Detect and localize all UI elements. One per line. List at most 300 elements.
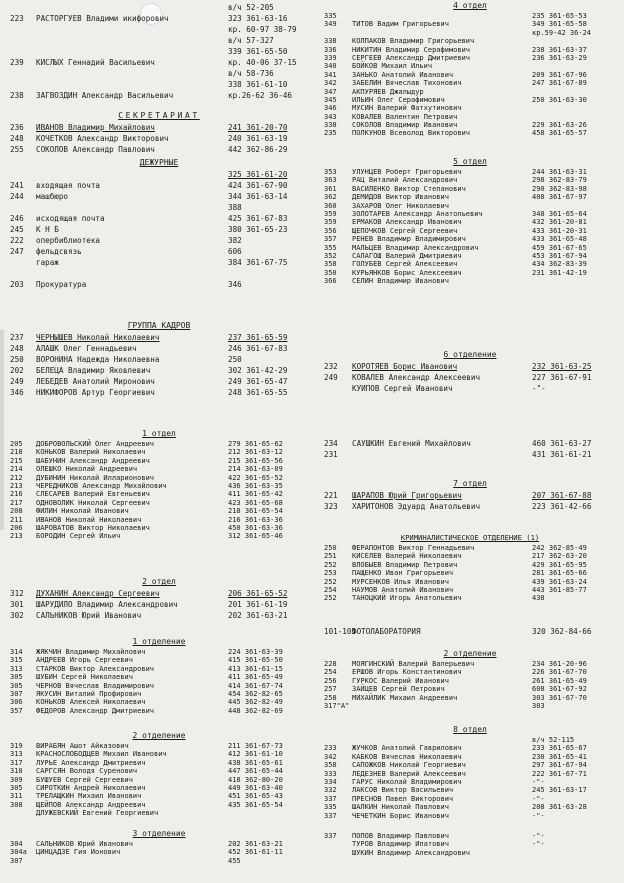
room-number: 213: [10, 481, 23, 490]
person-name: ИВАНОВ Николай Николаевич: [36, 515, 142, 524]
directory-row: [6, 673, 312, 681]
person-name: ТАНОЦКИЙ Игорь Анатольевич: [352, 594, 462, 603]
directory-row: [320, 12, 620, 20]
directory-row: [6, 24, 312, 35]
person-name: ЧЕРНОВ Вячеслав Владимирович: [36, 681, 155, 690]
section-heading: [6, 110, 312, 122]
directory-row: [320, 803, 620, 811]
person-name: РЕНЕВ Владимир Владимирович: [352, 235, 466, 244]
directory-row: [6, 690, 312, 698]
room-number: 235: [324, 129, 337, 138]
room-number: 257: [324, 685, 337, 694]
person-name: СЕРГЕЕВ Александр Дмитриевич: [352, 53, 471, 62]
phone-number: 338 361-61-10: [228, 80, 288, 89]
room-number: 337: [324, 794, 337, 803]
directory-row: [6, 474, 312, 482]
room-number: 311: [10, 792, 23, 801]
room-number: 252: [324, 594, 337, 603]
person-name: САПОЖКОВ Николай Георгиевич: [352, 761, 466, 770]
room-number: 353: [324, 168, 337, 176]
room-number: 214: [10, 465, 23, 474]
person-name: АНДРЕЕВ Игорь Сергеевич: [36, 656, 133, 665]
section-heading-text: СЕКРЕТАРИАТ: [118, 111, 200, 120]
section-dept5: [320, 156, 620, 285]
phone-number: 279 361-65-62: [228, 440, 283, 448]
room-number: 215: [10, 456, 23, 465]
room-number: 357: [324, 235, 337, 244]
room-number: 251: [324, 552, 337, 561]
phone-number: 454 362-82-65: [228, 689, 283, 698]
room-number: 362: [324, 193, 337, 202]
room-number: 236: [10, 123, 24, 132]
section-heading: [320, 648, 620, 660]
section-heading: [6, 157, 312, 169]
directory-row: [320, 552, 620, 560]
section-heading-text: 4 отдел: [453, 1, 487, 10]
person-name: НИКИТИН Владимир Серафимович: [352, 45, 471, 54]
room-number: 339: [324, 53, 337, 62]
person-name: ГОЛУБЕВ Сергей Алексеевич: [352, 260, 458, 269]
person-name: гараж: [36, 258, 59, 267]
directory-row: [320, 694, 620, 702]
phone-number: 432 361-20-81: [532, 218, 587, 227]
phone-number: 229 361-63-26: [532, 121, 587, 130]
person-name: СИРОТКИН Андрей Николаевич: [36, 783, 146, 792]
person-name: СТАРКОВ Виктор Александрович: [36, 664, 155, 673]
person-name: СОКОЛОВ Владимир Иванович: [352, 121, 458, 130]
phone-number: 423 361-65-68: [228, 498, 283, 507]
phone-number: 235 361-65-53: [532, 12, 587, 20]
room-number: 366: [324, 277, 337, 286]
phone-number: 382: [228, 236, 242, 245]
room-number: 359: [324, 209, 337, 218]
directory-row: [320, 176, 620, 184]
person-name: ДЕМИДОВ Виктор Иванович: [352, 193, 449, 202]
person-name: СЕЛИН Владимир Иванович: [352, 277, 449, 286]
section-heading-text: 8 отдел: [453, 725, 487, 734]
directory-row: [6, 332, 312, 343]
directory-row: [320, 702, 620, 710]
room-number: 246: [10, 214, 24, 223]
person-name: ШАРУДИЛО Владимир Александрович: [36, 600, 178, 609]
person-name: исходящая почта: [36, 214, 105, 223]
person-name: ЛЕБЕДЕВ Анатолий Миронович: [36, 377, 155, 386]
phone-number: 418 362-80-20: [228, 775, 283, 784]
phone-number: 209 361-67-96: [532, 70, 587, 79]
directory-row: [6, 57, 312, 68]
section-heading-text: ГРУППА КАДРОВ: [127, 321, 191, 330]
phone-number: 227 361-67-91: [532, 373, 592, 382]
room-number: 355: [324, 243, 337, 252]
room-number: 233: [324, 744, 337, 753]
person-name: ФЕДОРОВ Александр Дмитриевич: [36, 706, 155, 715]
phone-number: в/ч 52-115: [532, 736, 575, 744]
directory-row: [6, 191, 312, 202]
phone-number: 206 361-65-52: [228, 589, 288, 598]
directory-row: [320, 778, 620, 786]
room-number: 349: [324, 20, 337, 29]
phone-number: 201 361-61-19: [228, 600, 288, 609]
room-number: 211: [10, 515, 23, 524]
phone-number: 452 361-61-11: [228, 848, 283, 857]
directory-row: [6, 759, 312, 767]
person-name: САЛЬНИКОВ Юрий Иванович: [36, 840, 133, 848]
person-name: ЕРШОВ Игорь Константинович: [352, 668, 462, 677]
section-photolab: [320, 626, 620, 637]
directory-row: [320, 438, 620, 449]
section-heading: [320, 478, 620, 490]
room-number: 304: [10, 840, 23, 848]
phone-number: 214 361-63-09: [228, 465, 283, 474]
directory-row: [6, 776, 312, 784]
directory-row: [320, 361, 620, 372]
person-name: МИХАЙЛИК Михаил Андреевич: [352, 693, 458, 702]
phone-number: в/ч 57-327: [228, 36, 274, 45]
phone-number: 325 361-61-20: [228, 170, 288, 179]
person-name: ДОБРОВОЛЬСКИЙ Олег Андреевич: [36, 440, 155, 448]
phone-number: 424 361-67-90: [228, 181, 288, 190]
room-number: 309: [10, 775, 23, 784]
phone-number: 217 362-63-20: [532, 552, 587, 561]
person-name: ЩЕЙПОВ Александр Андреевич: [36, 800, 146, 809]
room-number: 358: [324, 761, 337, 770]
phone-number: 281 361-65-66: [532, 569, 587, 578]
directory-row: [6, 482, 312, 490]
person-name: ТИТОВ Вадим Григорьевич: [352, 20, 449, 29]
directory-row: [320, 129, 620, 137]
person-name: опербиблиотека: [36, 236, 101, 245]
room-number: 308: [10, 800, 23, 809]
section-heading-text: 7 отдел: [453, 479, 487, 488]
phone-number: 422 361-65-52: [228, 473, 283, 482]
person-name: ЩЕПОЧКОВ Сергей Сергеевич: [352, 226, 458, 235]
person-name: САУШКИН Евгений Михайлович: [352, 439, 471, 448]
room-number: 258: [324, 693, 337, 702]
phone-number: 223 361-42-66: [532, 502, 592, 511]
person-name: ШУБИН Сергей Николаевич: [36, 673, 133, 682]
section-dept2sec3: [6, 828, 312, 865]
person-name: ЯКУСИН Виталий Профирович: [36, 689, 142, 698]
directory-row: [320, 840, 620, 848]
room-number: 361: [324, 184, 337, 193]
directory-row: [320, 685, 620, 693]
phone-number: 249 361-65-47: [228, 377, 288, 386]
phone-number: 237 361-65-59: [228, 333, 288, 342]
phone-number: -"-: [532, 840, 545, 849]
directory-row: [6, 610, 312, 621]
directory-row: [6, 707, 312, 715]
person-name: САЛАГОШ Валерий Дмитриевич: [352, 251, 462, 260]
directory-row: [6, 79, 312, 90]
person-name: КОНЬКОВ Валерий Николаевич: [36, 448, 146, 457]
phone-number: 297 361-67-94: [532, 761, 587, 770]
person-name: АЛАШК Олег Геннадьевич: [36, 344, 137, 353]
phone-number: в/ч 58-736: [228, 69, 274, 78]
person-name: КИСЕЛЕВ Валерий Николаевич: [352, 552, 462, 561]
phone-number: -"-: [532, 794, 545, 803]
phone-number: 445 362-82-49: [228, 698, 283, 707]
person-name: ТРЕЛАЩКИН Михаил Иванович: [36, 792, 142, 801]
room-number: 305: [10, 673, 23, 682]
phone-number: 303 361-67-70: [532, 693, 587, 702]
directory-row: [6, 857, 312, 865]
directory-row: [6, 202, 312, 213]
person-name: РАЦ Виталий Александрович: [352, 176, 458, 185]
directory-row: [320, 832, 620, 840]
person-name: ВИРАБЯН Ашот Айказович: [36, 742, 129, 750]
person-name: АКПУРЯЕВ Джалыдур: [352, 87, 424, 96]
directory-row: [320, 372, 620, 383]
room-number: 350: [324, 268, 337, 277]
person-name: САЛЬНИКОВ Юрий Иванович: [36, 611, 142, 620]
section-criminal2: [320, 648, 620, 710]
phone-number: 320 362-84-66: [532, 627, 592, 636]
room-number: 213: [10, 532, 23, 541]
room-number: 231: [324, 450, 338, 459]
room-number: 245: [10, 225, 24, 234]
phone-number: 411 361-65-42: [228, 490, 283, 499]
phone-number: 380 361-65-23: [228, 225, 288, 234]
phone-number: 459 361-67-65: [532, 243, 587, 252]
section-dept2sec2: [6, 730, 312, 818]
room-number: 304а: [10, 848, 27, 857]
room-number: 232: [324, 362, 338, 371]
room-number: 254: [324, 585, 337, 594]
section-heading-text: 5 отдел: [453, 157, 487, 166]
phone-number: 202 361-63-21: [228, 611, 288, 620]
room-number: 254: [324, 668, 337, 677]
room-number: 360: [324, 201, 337, 210]
phone-number: 606: [228, 247, 242, 256]
room-number: 244: [10, 192, 24, 201]
directory-row: [320, 218, 620, 226]
room-number: 332: [324, 786, 337, 795]
phone-number: 231 361-42-19: [532, 268, 587, 277]
directory-row: [6, 90, 312, 101]
person-name: ГУРКОС Валерий Иванович: [352, 676, 449, 685]
person-name: СОКОЛОВ Александр Павлович: [36, 145, 155, 154]
directory-row: [6, 588, 312, 599]
directory-row: [320, 677, 620, 685]
phone-number: 438: [532, 594, 545, 603]
directory-row: [6, 682, 312, 690]
room-number: 352: [324, 251, 337, 260]
room-number: 307: [10, 856, 23, 865]
room-number: 248: [10, 134, 24, 143]
room-number: 250: [324, 544, 337, 552]
person-name: ШАБУНИН Александр Андреевич: [36, 456, 150, 465]
person-name: машбюро: [36, 192, 69, 201]
directory-row: [320, 578, 620, 586]
room-number: 336: [324, 45, 337, 54]
person-name: ЗАГВОЗДИН Александр Васильевич: [36, 91, 174, 100]
phone-number: 230 361-65-41: [532, 752, 587, 761]
room-number: 323: [324, 502, 338, 511]
room-number: 203: [10, 280, 24, 289]
phone-number: 429 361-65-95: [532, 560, 587, 569]
room-number: 301: [10, 600, 24, 609]
room-number: 338: [324, 37, 337, 46]
phone-number: 226 361-67-70: [532, 668, 587, 677]
section-misc: [320, 438, 620, 460]
phone-number: 348 361-65-64: [532, 209, 587, 218]
room-number: 216: [10, 490, 23, 499]
directory-row: [320, 544, 620, 552]
room-number: 338: [324, 121, 337, 130]
phone-number: 449 361-63-40: [228, 783, 283, 792]
directory-row: [6, 809, 312, 817]
directory-row: [320, 121, 620, 129]
directory-row: [6, 169, 312, 180]
directory-row: [6, 180, 312, 191]
person-name: ВЛОБЫЕВ Владимир Петрович: [352, 560, 458, 569]
phone-number: 202 361-63-21: [228, 840, 283, 848]
phone-number: 339 361-65-50: [228, 47, 288, 56]
person-name: ЗАБЕЛИН Вячеслав Тихонович: [352, 79, 462, 88]
phone-number: 241 361-20-70: [228, 123, 288, 132]
room-number: 212: [10, 473, 23, 482]
room-number: 337: [324, 811, 337, 820]
room-number: 317: [10, 758, 23, 767]
room-number: 239: [10, 58, 24, 67]
directory-row: [320, 753, 620, 761]
directory-row: [320, 168, 620, 176]
room-number: 205: [10, 440, 23, 448]
directory-row: [320, 96, 620, 104]
person-name: БОЙКОВ Михаил Ильич: [352, 62, 433, 71]
phone-number: 425 361-67-83: [228, 214, 288, 223]
phone-number: 240 361-63-19: [228, 134, 288, 143]
section-heading-text: 2 отдел: [142, 577, 176, 586]
room-number: 249: [324, 373, 338, 382]
directory-row: [6, 122, 312, 133]
room-number: 302: [10, 611, 24, 620]
phone-number: 218 361-65-54: [228, 507, 283, 516]
section-heading-text: КРИМИНАЛИСТИЧЕСКОЕ ОТДЕЛЕНИЕ (1): [400, 533, 540, 542]
room-number: 228: [324, 660, 337, 668]
section-dept2sec1: [6, 636, 312, 715]
phone-number: 448 362-82-69: [228, 706, 283, 715]
directory-row: [320, 795, 620, 803]
directory-row: [320, 210, 620, 218]
directory-row: [320, 786, 620, 794]
phone-number: 246 361-67-83: [228, 344, 288, 353]
room-number: 345: [324, 95, 337, 104]
room-number: 218: [10, 448, 23, 457]
directory-row: [6, 133, 312, 144]
person-name: ЗАЙЦЕВ Сергей Петрович: [352, 685, 445, 694]
room-number: 217: [10, 498, 23, 507]
room-number: 347: [324, 87, 337, 96]
person-name: ИЛЬИН Олег Серафимович: [352, 95, 445, 104]
section-personnel: [6, 320, 312, 398]
phone-number: 323 361-63-16: [228, 14, 288, 23]
phone-number: 435 361-65-54: [228, 800, 283, 809]
directory-row: [320, 594, 620, 602]
person-name: ФЕРАПОНТОВ Виктор Геннадьевич: [352, 544, 475, 552]
person-name: фельдсвязь: [36, 247, 82, 256]
room-number: 223: [10, 14, 24, 23]
section-heading: [320, 349, 620, 361]
person-name: МУРСЕНКОВ Илья Иванович: [352, 577, 449, 586]
person-name: ЧЕРЕДНИКОВ Александр Михайлович: [36, 481, 167, 490]
person-name: САРГСЯН Володя Суренович: [36, 767, 138, 776]
directory-row: [6, 68, 312, 79]
person-name: ЧЕРНЫШЕВ Николай Николаевич: [36, 333, 160, 342]
phone-number: 451 361-65-43: [228, 792, 283, 801]
section-criminal: [320, 532, 620, 603]
phone-number: 447 361-65-44: [228, 767, 283, 776]
directory-row: [6, 767, 312, 775]
phone-number: 215 361-65-56: [228, 456, 283, 465]
phone-number: 216 361-63-36: [228, 515, 283, 524]
phone-number: 384 361-67-75: [228, 258, 288, 267]
room-number: 343: [324, 112, 337, 121]
room-number: 342: [324, 752, 337, 761]
room-number: 315: [10, 656, 23, 665]
phone-number: 414 361-67-74: [228, 681, 283, 690]
person-name: ИВАНОВ Владимир Михайлович: [36, 123, 155, 132]
phone-number: 412 361-61-10: [228, 750, 283, 759]
phone-number: в/ч 52-205: [228, 3, 274, 12]
room-number: 314: [10, 648, 23, 656]
person-name: НАУМОВ Анатолий Иванович: [352, 585, 454, 594]
section-heading-text: 1 отделение: [132, 637, 186, 646]
directory-row: [320, 79, 620, 87]
room-number: 317"А": [324, 701, 350, 710]
phone-number: 408 361-67-97: [532, 193, 587, 202]
phone-number: 439 361-63-24: [532, 577, 587, 586]
directory-row: [320, 490, 620, 501]
directory-row: [6, 387, 312, 398]
person-name: ЖЯКЧИН Владимир Михайлович: [36, 648, 146, 656]
phone-number: 242 362-85-49: [532, 544, 587, 552]
directory-row: [320, 269, 620, 277]
phone-number: 433 361-65-48: [532, 235, 587, 244]
room-number: 305: [10, 783, 23, 792]
phone-number: 290 362-83-98: [532, 184, 587, 193]
person-name: ФОТОЛАБОРАТОРИЯ: [352, 627, 421, 636]
phone-number: 244 361-63-31: [532, 168, 587, 176]
section-dept8b: [320, 832, 620, 857]
phone-number: 232 361-63-25: [532, 362, 592, 371]
phone-number: 211 361-67-73: [228, 742, 283, 750]
person-name: КОРОТЯЕВ Борис Иванович: [352, 362, 458, 371]
phone-number: 436 361-63-35: [228, 481, 283, 490]
person-name: К Н Б: [36, 225, 59, 234]
person-name: ВОРОНИНА Надежда Николаевна: [36, 355, 160, 364]
section-heading-text: 6 отделение: [443, 350, 497, 359]
directory-row: [320, 244, 620, 252]
directory-row: [320, 20, 620, 28]
section-dept8: [320, 724, 620, 820]
phone-number: 208 361-63-28: [532, 803, 587, 812]
person-name: ПРЕСНОВ Павел Викторович: [352, 794, 454, 803]
directory-row: [320, 113, 620, 121]
phone-number: 442 362-86-29: [228, 145, 288, 154]
phone-number: 415 361-65-50: [228, 656, 283, 665]
phone-number: 433 361-20-31: [532, 226, 587, 235]
directory-row: [320, 736, 620, 744]
room-number: 249: [10, 377, 24, 386]
person-name: КАБКОВ Вячеслав Николаевич: [352, 752, 462, 761]
phone-number: 233 361-65-67: [532, 744, 587, 753]
person-name: НИКИФОРОВ Артур Георгиевич: [36, 388, 155, 397]
person-name: КРАСНОСЛОБОДЦЕВ Михаил Иванович: [36, 750, 167, 759]
room-number: 357: [10, 706, 23, 715]
directory-row: [320, 660, 620, 668]
room-number: 253: [324, 569, 337, 578]
